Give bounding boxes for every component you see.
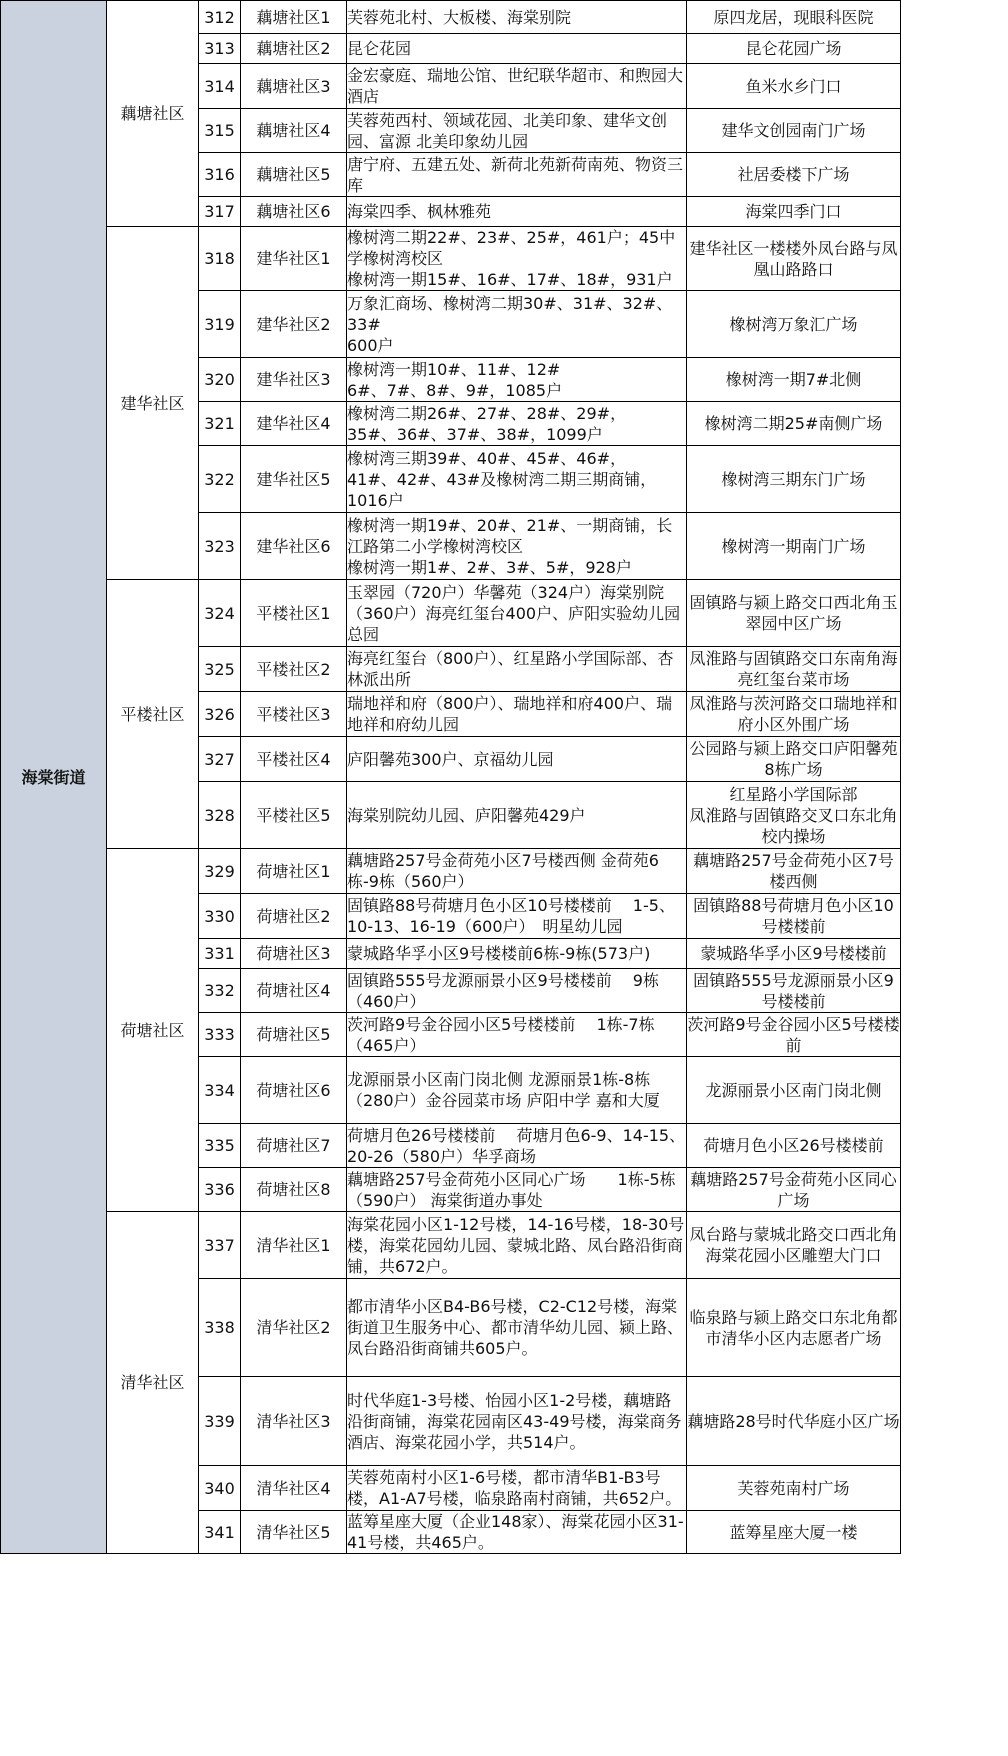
site-number-cell: 335 <box>199 1124 241 1168</box>
location-cell: 固镇路555号龙源丽景小区9号楼楼前 <box>687 969 901 1013</box>
coverage-cell: 金宏豪庭、瑞地公馆、世纪联华超市、和煦园大酒店 <box>347 64 687 109</box>
site-name-cell: 藕塘社区5 <box>241 153 347 197</box>
location-cell: 橡树湾一期南门广场 <box>687 513 901 580</box>
coverage-cell: 芙蓉苑北村、大板楼、海棠别院 <box>347 1 687 34</box>
coverage-cell: 瑞地祥和府（800户）、瑞地祥和府400户、瑞地祥和府幼儿园 <box>347 692 687 737</box>
table-body <box>1 1 901 1554</box>
coverage-cell: 唐宁府、五建五处、新荷北苑新荷南苑、物资三库 <box>347 153 687 197</box>
site-name-cell: 藕塘社区1 <box>241 1 347 34</box>
coverage-cell: 芙蓉苑南村小区1-6号楼，都市清华B1-B3号楼，A1-A7号楼，临泉路南村商铺，共652户。 <box>347 1466 687 1511</box>
site-number-cell: 339 <box>199 1377 241 1466</box>
coverage-cell: 固镇路88号荷塘月色小区10号楼楼前 1-5、10-13、16-19（600户） 明星幼儿园 <box>347 894 687 939</box>
site-name-cell: 清华社区1 <box>241 1212 347 1279</box>
site-number-cell: 313 <box>199 34 241 64</box>
coverage-cell: 藕塘路257号金荷苑小区7号楼西侧 金荷苑6栋-9栋（560户） <box>347 849 687 894</box>
site-number-cell: 329 <box>199 849 241 894</box>
site-name-cell: 荷塘社区6 <box>241 1057 347 1124</box>
site-number-cell: 333 <box>199 1013 241 1057</box>
site-number-cell: 323 <box>199 513 241 580</box>
location-cell: 鱼米水乡门口 <box>687 64 901 109</box>
coverage-cell: 龙源丽景小区南门岗北侧 龙源丽景1栋-8栋（280户）金谷园菜市场 庐阳中学 嘉和大厦 <box>347 1057 687 1124</box>
coverage-cell: 藕塘路257号金荷苑小区同心广场 1栋-5栋（590户） 海棠街道办事处 <box>347 1168 687 1212</box>
site-name-cell: 平楼社区3 <box>241 692 347 737</box>
location-cell: 蒙城路华孚小区9号楼楼前 <box>687 939 901 969</box>
location-cell: 公园路与颍上路交口庐阳馨苑8栋广场 <box>687 737 901 782</box>
site-name-cell: 荷塘社区1 <box>241 849 347 894</box>
site-number-cell: 336 <box>199 1168 241 1212</box>
site-name-cell: 清华社区3 <box>241 1377 347 1466</box>
coverage-cell: 橡树湾一期10#、11#、12# 6#、7#、8#、9#，1085户 <box>347 358 687 402</box>
location-cell: 橡树湾一期7#北侧 <box>687 358 901 402</box>
location-cell: 橡树湾二期25#南侧广场 <box>687 402 901 446</box>
site-name-cell: 荷塘社区8 <box>241 1168 347 1212</box>
table-row <box>1 849 901 894</box>
location-cell: 昆仑花园广场 <box>687 34 901 64</box>
location-cell: 橡树湾万象汇广场 <box>687 291 901 358</box>
site-number-cell: 312 <box>199 1 241 34</box>
site-number-cell: 314 <box>199 64 241 109</box>
location-cell: 龙源丽景小区南门岗北侧 <box>687 1057 901 1124</box>
location-cell: 原四龙居，现眼科医院 <box>687 1 901 34</box>
location-cell: 建华社区一楼楼外凤台路与凤凰山路路口 <box>687 227 901 291</box>
community-name-cell: 藕塘社区 <box>107 1 199 227</box>
site-number-cell: 340 <box>199 1466 241 1511</box>
coverage-cell: 海棠花园小区1-12号楼，14-16号楼，18-30号楼，海棠花园幼儿园、蒙城北路、凤台路沿街商铺，共672户。 <box>347 1212 687 1279</box>
site-number-cell: 334 <box>199 1057 241 1124</box>
site-number-cell: 319 <box>199 291 241 358</box>
site-number-cell: 327 <box>199 737 241 782</box>
coverage-cell: 海亮红玺台（800户）、红星路小学国际部、杏林派出所 <box>347 647 687 692</box>
site-name-cell: 建华社区5 <box>241 446 347 513</box>
site-name-cell: 平楼社区5 <box>241 782 347 849</box>
site-name-cell: 荷塘社区3 <box>241 939 347 969</box>
coverage-cell: 万象汇商场、橡树湾二期30#、31#、32#、33# 600户 <box>347 291 687 358</box>
site-name-cell: 藕塘社区3 <box>241 64 347 109</box>
site-name-cell: 清华社区2 <box>241 1279 347 1377</box>
site-name-cell: 平楼社区1 <box>241 580 347 647</box>
coverage-cell: 庐阳馨苑300户、京福幼儿园 <box>347 737 687 782</box>
location-cell: 藕塘路257号金荷苑小区同心广场 <box>687 1168 901 1212</box>
site-number-cell: 328 <box>199 782 241 849</box>
site-name-cell: 藕塘社区2 <box>241 34 347 64</box>
site-name-cell: 平楼社区4 <box>241 737 347 782</box>
coverage-cell: 海棠四季、枫林雅苑 <box>347 197 687 227</box>
site-number-cell: 317 <box>199 197 241 227</box>
coverage-cell: 蒙城路华孚小区9号楼楼前6栋-9栋(573户) <box>347 939 687 969</box>
site-number-cell: 325 <box>199 647 241 692</box>
coverage-cell: 芙蓉苑西村、领域花园、北美印象、建华文创园、富源 北美印象幼儿园 <box>347 109 687 153</box>
street-name-cell: 海棠街道 <box>1 1 107 1554</box>
location-cell: 茨河路9号金谷园小区5号楼楼前 <box>687 1014 900 1055</box>
site-number-cell: 321 <box>199 402 241 446</box>
location-cell: 蓝筹星座大厦一楼 <box>687 1511 901 1554</box>
location-cell: 临泉路与颍上路交口东北角都市清华小区内志愿者广场 <box>687 1279 901 1377</box>
site-name-cell: 建华社区3 <box>241 358 347 402</box>
location-cell: 固镇路与颍上路交口西北角玉翠园中区广场 <box>687 580 901 647</box>
location-cell: 凤淮路与茨河路交口瑞地祥和府小区外围广场 <box>687 692 901 737</box>
location-cell: 海棠四季门口 <box>687 197 901 227</box>
site-name-cell: 建华社区1 <box>241 227 347 291</box>
site-name-cell: 藕塘社区6 <box>241 197 347 227</box>
coverage-cell: 时代华庭1-3号楼、怡园小区1-2号楼，藕塘路沿街商铺，海棠花园南区43-49号楼，海棠商务酒店、海棠花园小学，共514户。 <box>347 1377 687 1466</box>
community-name-cell: 平楼社区 <box>107 580 199 849</box>
coverage-cell: 橡树湾二期22#、23#、25#，461户；45中学橡树湾校区 橡树湾一期15#、16#、17#、18#，931户 <box>347 227 687 291</box>
coverage-cell: 玉翠园（720户）华馨苑（324户）海棠别院（360户）海亮红玺台400户、庐阳实验幼儿园总园 <box>347 580 687 647</box>
location-cell: 红星路小学国际部 凤淮路与固镇路交叉口东北角 校内操场 <box>687 782 901 849</box>
site-name-cell: 荷塘社区5 <box>241 1013 347 1057</box>
site-name-cell: 建华社区2 <box>241 291 347 358</box>
location-cell: 藕塘路28号时代华庭小区广场 <box>687 1377 901 1466</box>
site-number-cell: 318 <box>199 227 241 291</box>
site-number-cell: 324 <box>199 580 241 647</box>
site-name-cell: 荷塘社区2 <box>241 894 347 939</box>
site-name-cell: 平楼社区2 <box>241 647 347 692</box>
location-cell: 固镇路88号荷塘月色小区10号楼楼前 <box>687 894 901 939</box>
coverage-cell: 固镇路555号龙源丽景小区9号楼楼前 9栋（460户） <box>347 969 687 1013</box>
site-number-cell: 326 <box>199 692 241 737</box>
location-cell: 凤淮路与固镇路交口东南角海亮红玺台菜市场 <box>687 647 901 692</box>
table-row <box>1 1 901 34</box>
site-name-cell: 藕塘社区4 <box>241 109 347 153</box>
site-name-cell: 建华社区6 <box>241 513 347 580</box>
coverage-cell: 蓝筹星座大厦（企业148家）、海棠花园小区31-41号楼，共465户。 <box>347 1511 687 1554</box>
coverage-cell: 海棠别院幼儿园、庐阳馨苑429户 <box>347 782 687 849</box>
location-cell: 凤台路与蒙城北路交口西北角海棠花园小区雕塑大门口 <box>687 1212 901 1279</box>
location-cell: 荷塘月色小区26号楼楼前 <box>687 1124 901 1168</box>
community-name-cell: 荷塘社区 <box>107 849 199 1212</box>
site-number-cell: 330 <box>199 894 241 939</box>
coverage-cell: 橡树湾二期26#、27#、28#、29#， 35#、36#、37#、38#，1099户 <box>347 402 687 446</box>
coverage-cell: 昆仑花园 <box>347 34 687 64</box>
site-number-cell: 341 <box>199 1511 241 1554</box>
site-name-cell: 清华社区4 <box>241 1466 347 1511</box>
site-number-cell: 338 <box>199 1279 241 1377</box>
site-name-cell: 荷塘社区4 <box>241 969 347 1013</box>
location-cell: 藕塘路257号金荷苑小区7号楼西侧 <box>687 849 901 894</box>
site-name-cell: 荷塘社区7 <box>241 1124 347 1168</box>
coverage-cell: 茨河路9号金谷园小区5号楼楼前 1栋-7栋（465户） <box>347 1013 687 1057</box>
site-number-cell: 332 <box>199 969 241 1013</box>
site-number-cell: 315 <box>199 109 241 153</box>
location-cell: 橡树湾三期东门广场 <box>687 446 901 513</box>
table-row <box>1 1212 901 1279</box>
site-number-cell: 320 <box>199 358 241 402</box>
location-cell: 社居委楼下广场 <box>687 153 901 197</box>
site-name-cell: 清华社区5 <box>241 1511 347 1554</box>
community-name-cell: 清华社区 <box>107 1212 199 1554</box>
coverage-cell: 都市清华小区B4-B6号楼，C2-C12号楼，海棠街道卫生服务中心、都市清华幼儿园、颍上路、凤台路沿街商铺共605户。 <box>347 1279 687 1377</box>
coverage-cell: 橡树湾三期39#、40#、45#、46#， 41#、42#、43#及橡树湾二期三期商铺，1016户 <box>347 446 687 513</box>
coverage-cell: 橡树湾一期19#、20#、21#、一期商铺，长江路第二小学橡树湾校区 橡树湾一期1#、2#、3#、5#，928户 <box>347 513 687 580</box>
site-number-cell: 322 <box>199 446 241 513</box>
location-cell: 建华文创园南门广场 <box>687 109 901 153</box>
community-name-cell: 建华社区 <box>107 227 199 580</box>
coverage-cell: 荷塘月色26号楼楼前 荷塘月色6-9、14-15、20-26（580户）华孚商场 <box>347 1125 686 1166</box>
site-number-cell: 331 <box>199 939 241 969</box>
site-name-cell: 建华社区4 <box>241 402 347 446</box>
site-number-cell: 337 <box>199 1212 241 1279</box>
table-row <box>1 227 901 291</box>
site-number-cell: 316 <box>199 153 241 197</box>
table-row <box>1 580 901 647</box>
location-cell: 芙蓉苑南村广场 <box>687 1466 901 1511</box>
